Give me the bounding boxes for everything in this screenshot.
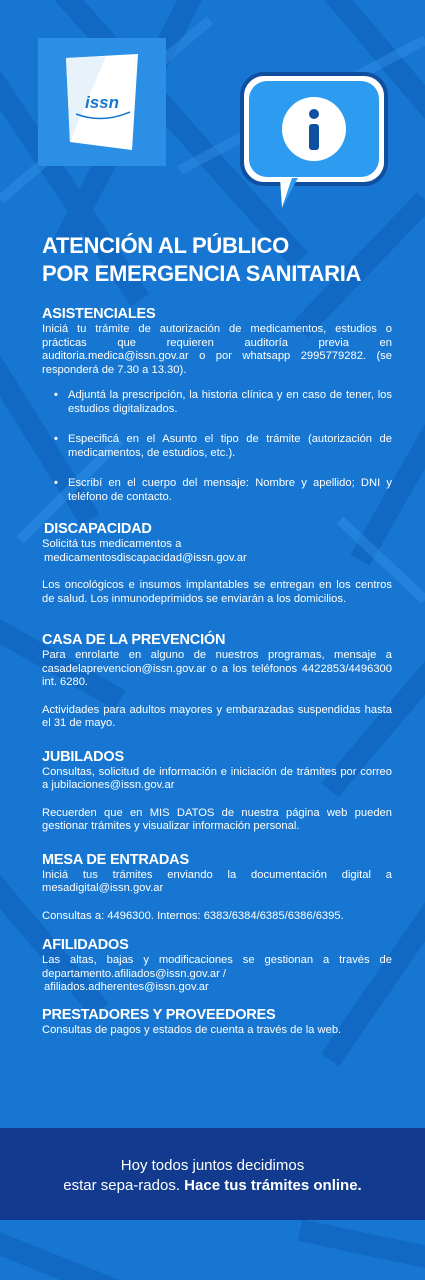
bullet-icon: • <box>54 477 58 489</box>
section-heading: JUBILADOS <box>42 748 124 765</box>
content <box>42 306 392 1037</box>
email-link[interactable]: afiliados.adherentes@issn.gov.ar <box>44 981 209 993</box>
section-jubilados <box>42 749 392 834</box>
info-speech-bubble-icon <box>234 66 394 218</box>
email-link[interactable]: medicamentosdiscapacidad@issn.gov.ar <box>44 551 247 564</box>
title-line-2: POR EMERGENCIA SANITARIA <box>42 261 362 286</box>
bullet-list <box>42 389 392 504</box>
banner-bold-text: Hace tus trámites online. <box>184 1177 362 1194</box>
banner-regular-text: estar sepa-rados. <box>63 1177 180 1194</box>
section-text: Actividades para adultos mayores y embarazadas suspendidas hasta el 31 de mayo. <box>42 703 392 729</box>
title-line-1: ATENCIÓN AL PÚBLICO <box>42 233 289 258</box>
banner-text <box>0 1156 425 1196</box>
section-heading: AFILIDADOS <box>42 937 129 953</box>
banner-line-2 <box>0 1176 425 1196</box>
bullet-text: Adjuntá la prescripción, la historia clínica y en caso de tener, los estudios digitalizados. <box>68 389 392 415</box>
section-asistenciales <box>42 306 392 504</box>
section-text: Para enrolarte en alguno de nuestros programas, mensaje a casadelaprevencion@issn.gov.ar o a los teléfonos 4422853/4496300 int. 6280. <box>42 649 392 688</box>
banner-line-1: Hoy todos juntos decidimos <box>120 1157 305 1174</box>
section-text: Solicitá tus medicamentos a <box>42 538 182 550</box>
bullet-icon: • <box>54 389 58 401</box>
section-heading: CASA DE LA PREVENCIÓN <box>42 632 226 648</box>
list-item <box>54 433 392 460</box>
list-item <box>54 477 392 504</box>
section-casa-prevencion <box>42 632 392 731</box>
section-text: Consultas a: 4496300. Internos: 6383/6384/6385/6386/6395. <box>42 909 344 922</box>
section-text: Consultas de pagos y estados de cuenta a través de la web. <box>42 1023 342 1036</box>
footer-banner <box>0 1128 425 1220</box>
section-text: Recuerden que en MIS DATOS de nuestra página web pueden gestionar trámites y visualizar información personal. <box>42 806 392 832</box>
section-text: Iniciá tus trámites enviando la documentación digital a mesadigital@issn.gov.ar <box>42 868 392 894</box>
section-discapacidad <box>42 521 392 606</box>
section-text: Consultas, solicitud de información e iniciación de trámites por correo a jubilaciones@issn.gov.ar <box>42 765 392 791</box>
issn-logo <box>38 38 166 166</box>
section-text: Las altas, bajas y modificaciones se gestionan a través de departamento.afiliados@issn.gov.ar / <box>42 954 392 980</box>
section-afiliados <box>42 937 392 995</box>
bullet-text: Escribí en el cuerpo del mensaje: Nombre y apellido; DNI y teléfono de contacto. <box>68 477 392 503</box>
section-text: Los oncológicos e insumos implantables se entregan en los centros de salud. Los inmunodeprimidos se enviarán a los domicilios. <box>42 579 392 605</box>
section-text: Iniciá tu trámite de autorización de medicamentos, estudios o prácticas que requieren auditoría previa en auditoria.medica@issn.gov.ar o por whatsapp 2995779282. (se responderá de 7.30 a 13.30). <box>42 323 392 376</box>
section-heading: PRESTADORES Y PROVEEDORES <box>42 1006 276 1023</box>
section-heading: DISCAPACIDAD <box>44 521 152 537</box>
page-title <box>42 232 412 288</box>
issn-logo-icon <box>66 54 138 150</box>
svg-text:issn: issn <box>84 93 120 112</box>
bullet-text: Especificá en el Asunto el tipo de trámite (autorización de medicamentos, de estudios, etc.). <box>68 433 392 459</box>
bullet-icon: • <box>54 433 58 445</box>
section-mesa-entradas <box>42 852 392 924</box>
section-heading: MESA DE ENTRADAS <box>42 851 189 868</box>
section-prestadores <box>42 1007 392 1038</box>
section-heading: ASISTENCIALES <box>42 306 156 322</box>
list-item <box>54 389 392 416</box>
